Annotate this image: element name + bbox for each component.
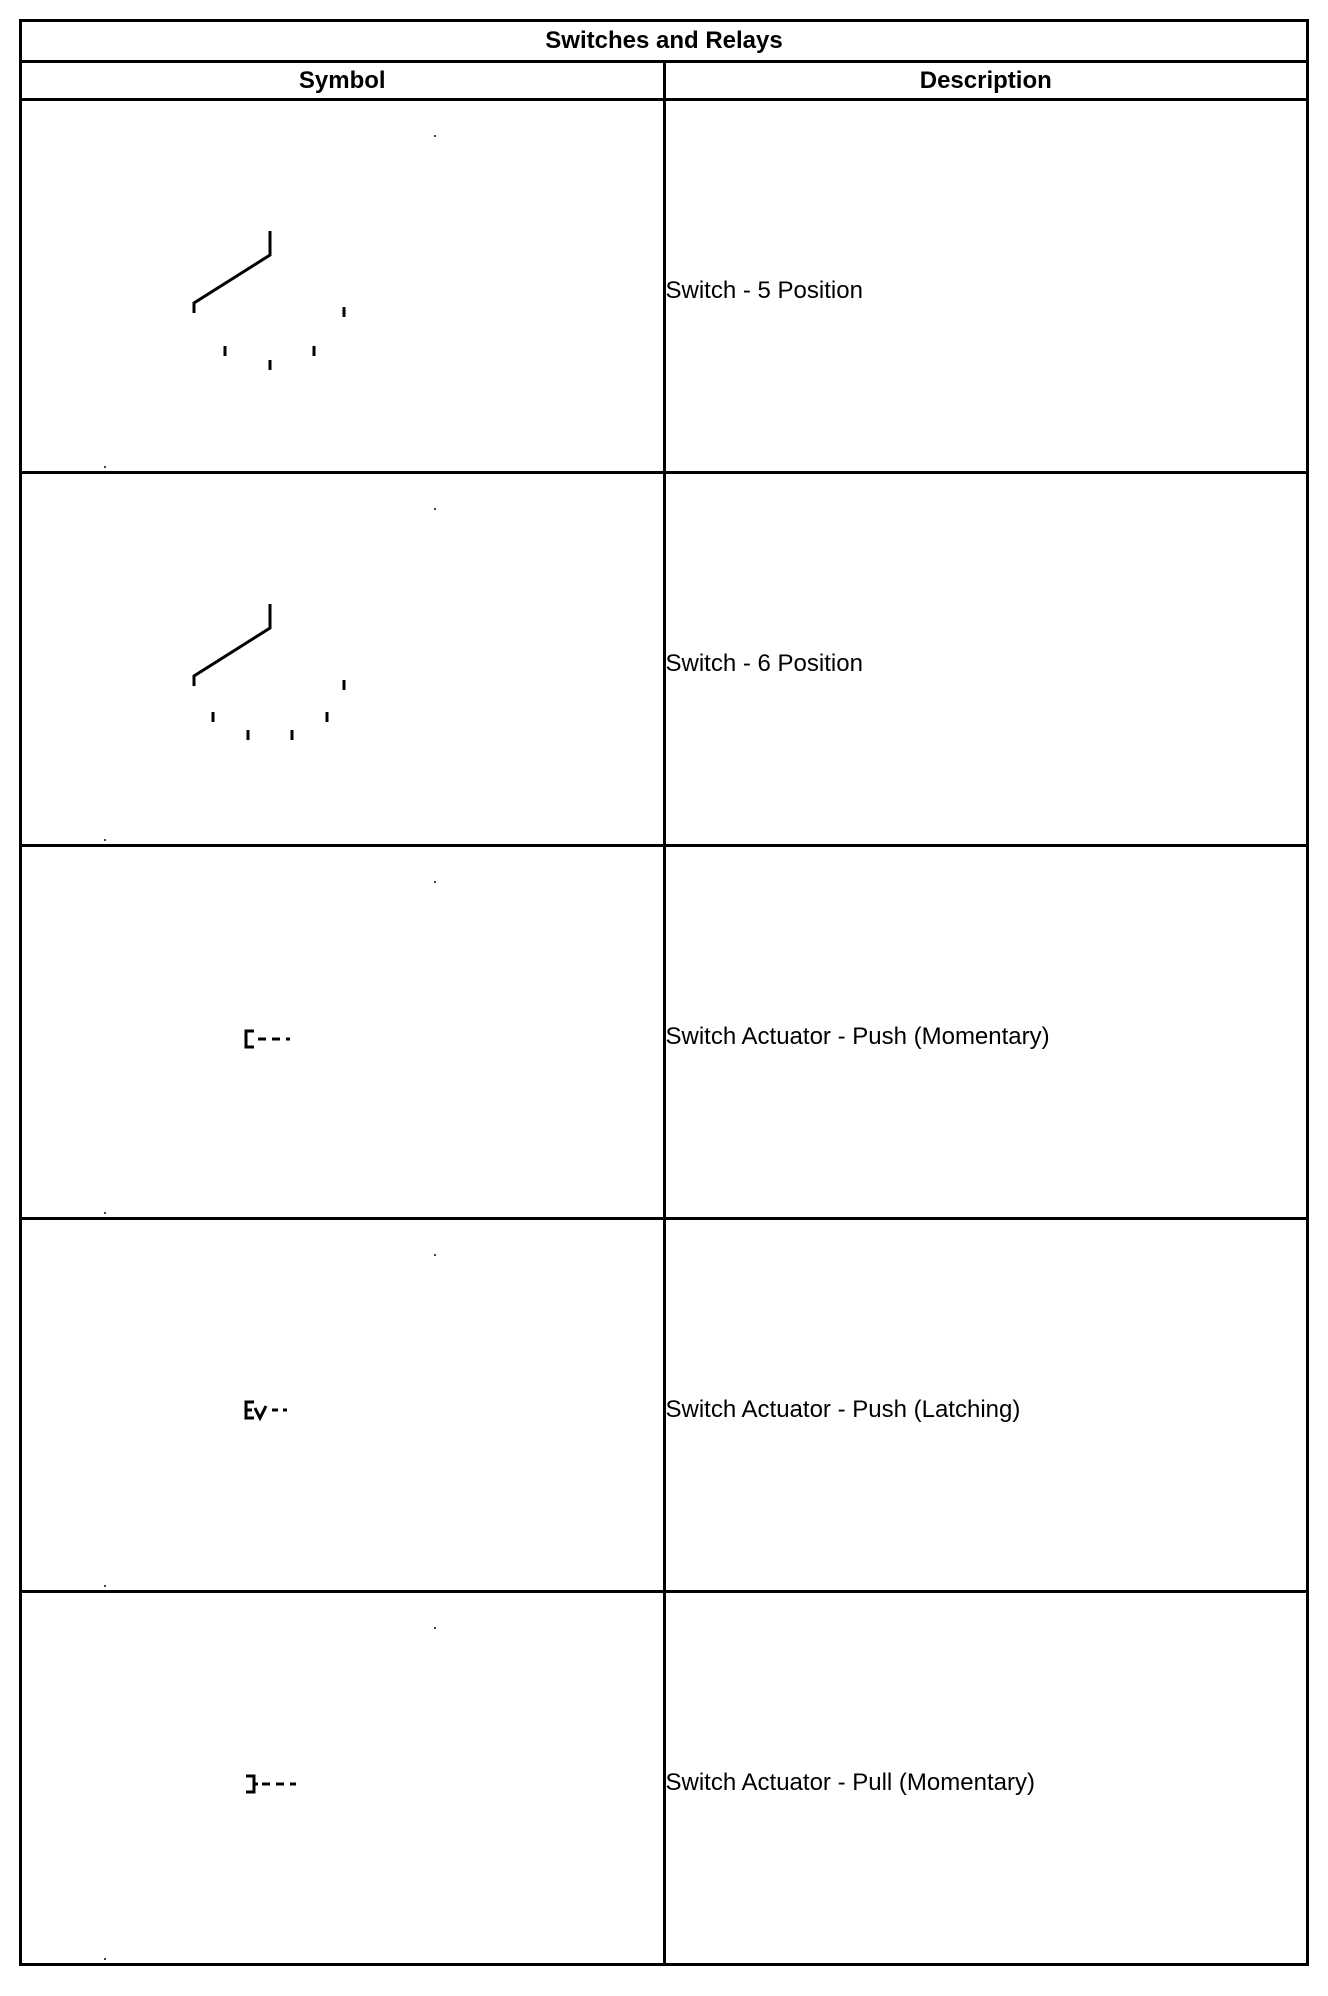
symbol-legend-sheet — [19, 19, 1309, 1979]
symbol-cell — [21, 473, 665, 846]
table-row — [21, 1592, 1308, 1965]
push-latching-actuator-icon — [22, 1220, 519, 1590]
description-cell — [664, 1592, 1308, 1965]
row-description: Switch - 5 Position — [665, 277, 863, 304]
row-description: Switch Actuator - Push (Latching) — [665, 1396, 1021, 1423]
symbol-table — [19, 19, 1309, 1966]
pull-momentary-actuator-icon — [22, 1593, 519, 1963]
symbol-cell — [21, 1592, 665, 1965]
table-title: Switches and Relays — [21, 21, 1308, 62]
table-row — [21, 473, 1308, 846]
push-momentary-actuator-icon — [22, 847, 519, 1217]
row-description: Switch - 6 Position — [665, 650, 863, 677]
table-row — [21, 846, 1308, 1219]
description-column-header: Description — [664, 62, 1308, 100]
table-row — [21, 100, 1308, 473]
description-cell — [664, 846, 1308, 1219]
row-description: Switch Actuator - Pull (Momentary) — [665, 1769, 1035, 1796]
description-cell — [664, 100, 1308, 473]
table-row — [21, 1219, 1308, 1592]
switch-5-position-icon — [22, 101, 519, 471]
symbol-cell — [21, 1219, 665, 1592]
row-description: Switch Actuator - Push (Momentary) — [665, 1023, 1050, 1050]
switch-6-position-icon — [22, 474, 519, 844]
symbol-cell — [21, 846, 665, 1219]
description-cell — [664, 473, 1308, 846]
symbol-column-header: Symbol — [21, 62, 665, 100]
symbol-cell — [21, 100, 665, 473]
description-cell — [664, 1219, 1308, 1592]
